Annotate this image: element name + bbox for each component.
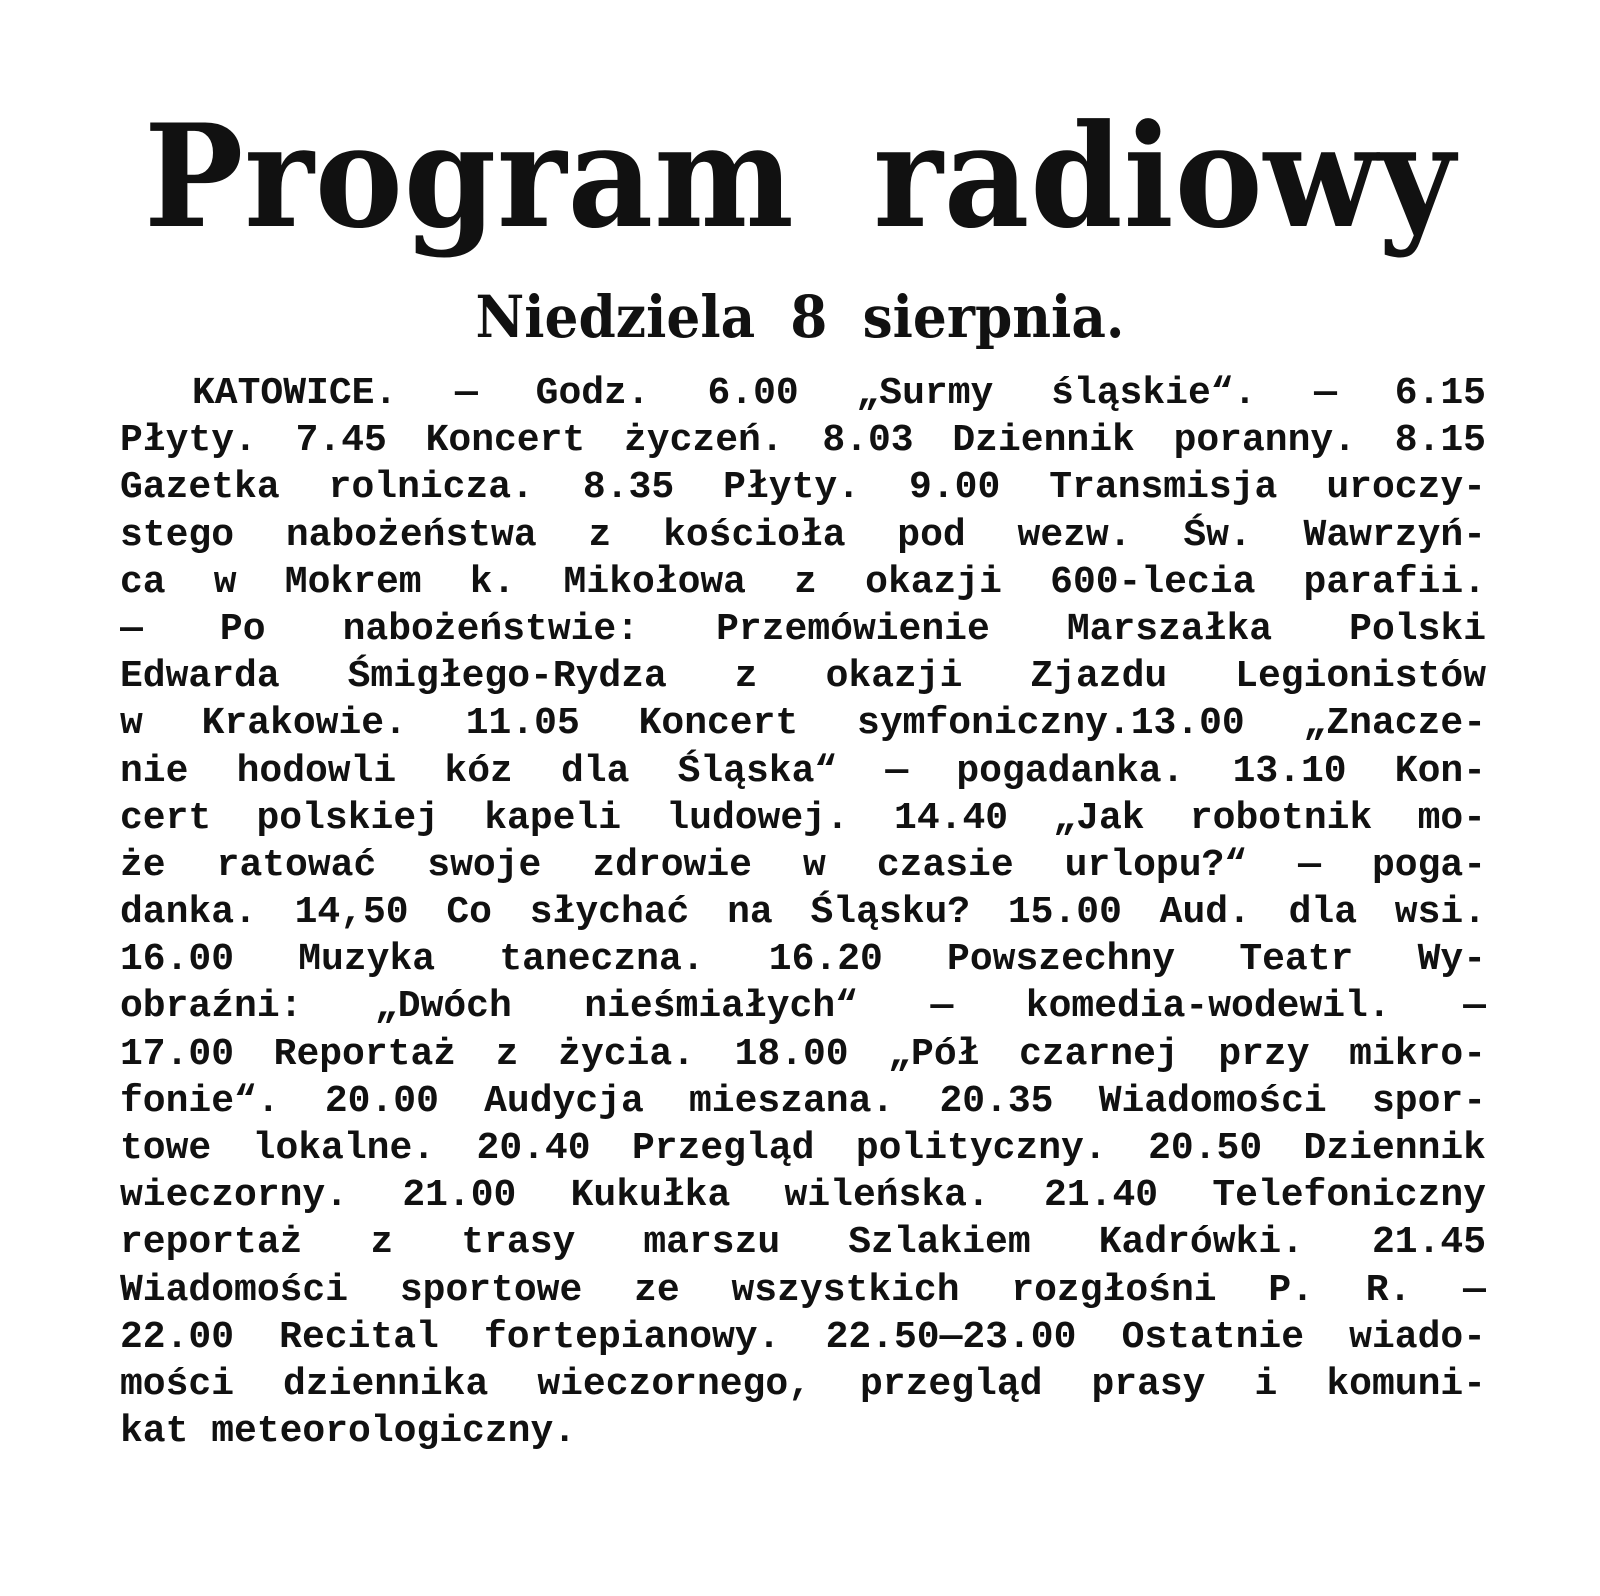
text-line: — Po nabożeństwie: Przemówienie Marszałka Polski	[120, 607, 1486, 651]
text-line: cert polskiej kapeli ludowej. 14.40 „Jak robotnik mo-	[120, 796, 1486, 840]
text-line: KATOWICE. — Godz. 6.00 „Surmy śląskie“. — 6.15	[192, 372, 1486, 415]
text-line: Płyty. 7.45 Koncert życzeń. 8.03 Dziennik poranny. 8.15	[120, 419, 1486, 463]
text-line: stego nabożeństwa z kościoła pod wezw. Św. Wawrzyń-	[120, 513, 1486, 557]
text-line: że ratować swoje zdrowie w czasie urlopu?“ — poga-	[120, 843, 1486, 887]
text-line: towe lokalne. 20.40 Przegląd polityczny. 20.50 Dziennik	[120, 1127, 1486, 1170]
text-line: mości dziennika wieczornego, przegląd prasy i komuni-	[120, 1362, 1486, 1406]
text-line: danka. 14,50 Co słychać na Śląsku? 15.00 Aud. dla wsi.	[120, 891, 1486, 935]
text-line: kat meteorologiczny.	[120, 1410, 577, 1454]
text-line: w Krakowie. 11.05 Koncert symfoniczny.13.00 „Znacze-	[120, 702, 1486, 746]
program-listing	[120, 370, 1486, 1455]
text-line: reportaż z trasy marszu Szlakiem Kadrówki. 21.45	[120, 1221, 1486, 1265]
text-line: Gazetka rolnicza. 8.35 Płyty. 9.00 Transmisja uroczy-	[120, 466, 1486, 510]
text-line: obraźni: „Dwóch nieśmiałych“ — komedia-wodewil. —	[120, 985, 1486, 1029]
text-line: Edwarda Śmigłego-Rydza z okazji Zjazdu Legionistów	[120, 655, 1486, 699]
text-line: ca w Mokrem k. Mikołowa z okazji 600-lecia parafii.	[120, 560, 1486, 604]
date-subtitle: Niedziela 8 sierpnia.	[475, 283, 1125, 351]
page-title: Program radiowy	[144, 94, 1456, 260]
text-line: Wiadomości sportowe ze wszystkich rozgłośni P. R. —	[120, 1268, 1486, 1312]
text-line: wieczorny. 21.00 Kukułka wileńska. 21.40 Telefoniczny	[120, 1174, 1486, 1218]
text-line: 17.00 Reportaż z życia. 18.00 „Pół czarnej przy mikro-	[120, 1032, 1486, 1076]
text-line: 16.00 Muzyka taneczna. 16.20 Powszechny Teatr Wy-	[120, 938, 1486, 982]
text-line: nie hodowli kóz dla Śląska“ — pogadanka. 13.10 Kon-	[120, 749, 1486, 793]
text-line: 22.00 Recital fortepianowy. 22.50—23.00 Ostatnie wiado-	[120, 1315, 1486, 1359]
text-line: fonie“. 20.00 Audycja mieszana. 20.35 Wiadomości spor-	[120, 1079, 1486, 1123]
